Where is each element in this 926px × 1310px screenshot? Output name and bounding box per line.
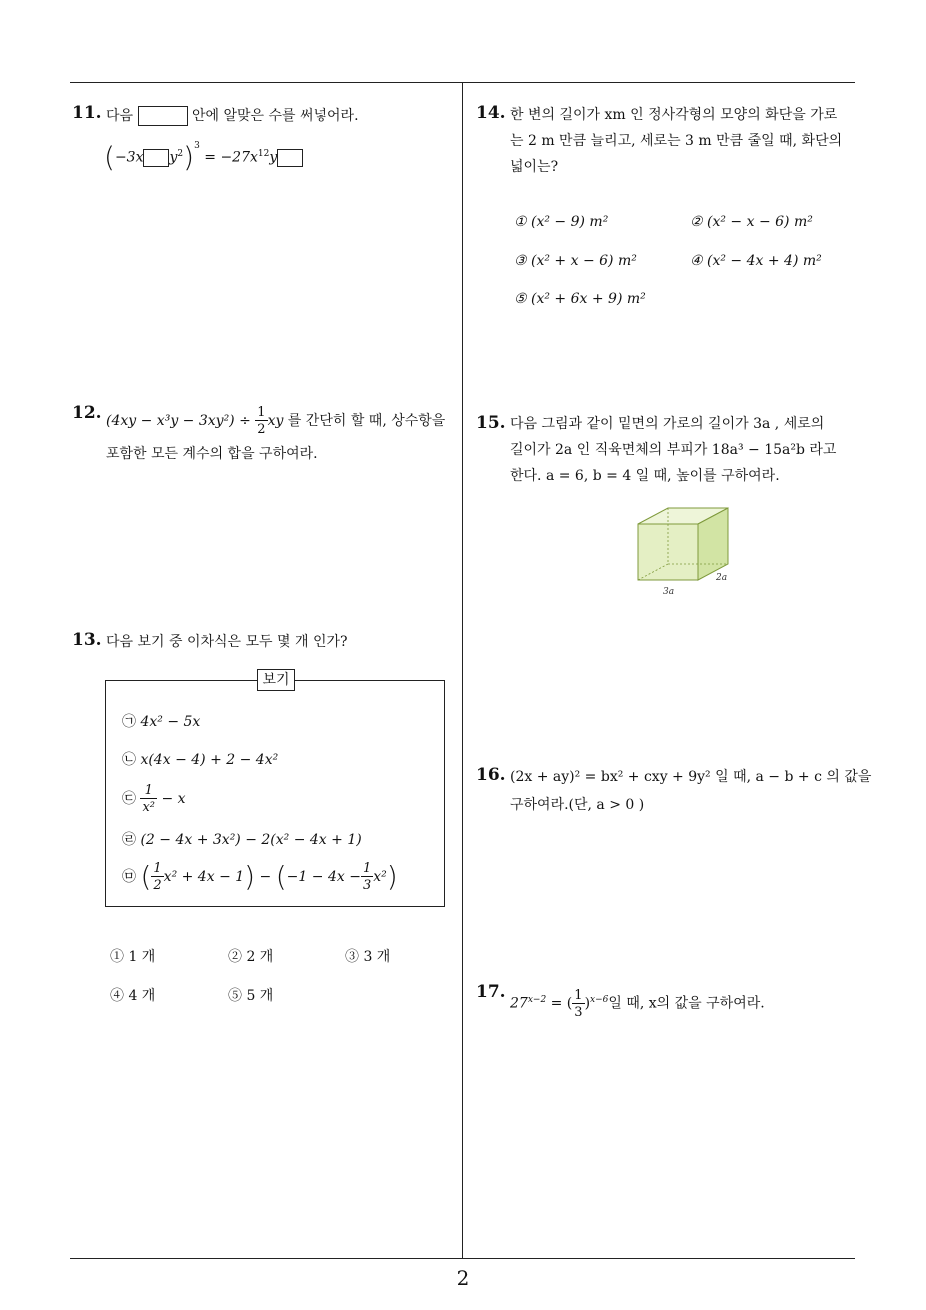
q12-number: 12. [72, 403, 102, 423]
q17-fraction: $\frac{1}{3}$ [574, 987, 583, 1020]
bogi-expr: − x [161, 791, 186, 807]
bogi-item-1 [122, 708, 200, 736]
q13-option-3[interactable]: ③ 3 개 [345, 949, 391, 965]
q17-close: ) [584, 995, 591, 1012]
q15-line3: 한다. a = 6, b = 4 일 때, 높이를 구하여라. [510, 468, 780, 484]
q13-number: 13. [72, 630, 102, 650]
bogi-expr: − [259, 869, 272, 885]
q14-option-3[interactable]: ③ (x² + x − 6) m² [514, 253, 637, 269]
q16-number: 16. [476, 765, 506, 785]
q16-line1: (2x + ay)² = bx² + cxy + 9y² 일 때, a − b + c 의 값을 [510, 769, 872, 785]
bogi-fraction: $\frac{1}{2}$ [153, 861, 162, 893]
q17-number: 17. [476, 982, 506, 1002]
bogi-label: 보기 [257, 669, 295, 691]
q16-line2: 구하여라.(단, a > 0 ) [510, 797, 645, 813]
cuboid-figure [628, 502, 740, 598]
q14-option-4[interactable]: ④ (x² − 4x + 4) m² [690, 253, 822, 269]
bogi-expr: (2 − 4x + 3x²) − 2(x² − 4x + 1) [140, 832, 362, 848]
cuboid-label-3a: 3a [663, 587, 675, 597]
q11-eq-exp: 12 [257, 149, 270, 159]
bottom-rule [70, 1258, 855, 1259]
bogi-item-3 [122, 784, 186, 814]
q11-text-b: 안에 알맞은 수를 써넣어라. [191, 108, 359, 124]
q11-number: 11. [72, 103, 102, 123]
bogi-mark: ㉠ [122, 714, 136, 730]
q17-line [510, 986, 765, 1019]
q11-eq-mid: y [169, 149, 178, 166]
q15-number: 15. [476, 413, 506, 433]
q14-line1: 한 변의 길이가 xm 인 정사각형의 모양의 화단을 가로 [510, 107, 838, 123]
bogi-item-5: ㉤ ( $\frac{1}{2}$ x² + 4x − 1) − (−1 − 4x − $\frac{1}{3}$ x²) [122, 860, 398, 893]
q15-line1: 다음 그림과 같이 밑면의 가로의 길이가 3a , 세로의 [510, 416, 825, 432]
q11-line1 [106, 102, 359, 130]
bogi-mark: ㉤ [122, 869, 136, 885]
q13-text: 다음 보기 중 이차식은 모두 몇 개 인가? [106, 634, 348, 650]
q11-text-a: 다음 [106, 108, 134, 124]
q17-base: 27 [510, 995, 528, 1012]
q15-line2: 길이가 2a 인 직육면체의 부피가 18a³ − 15a²b 라고 [510, 442, 837, 458]
bogi-expr: 4x² − 5x [140, 714, 201, 730]
q17-tail: 일 때, x의 값을 구하여라. [608, 995, 765, 1012]
q12-line1 [106, 406, 445, 436]
q13-option-4[interactable]: ④ 4 개 [110, 988, 156, 1004]
q11-eq-right: = −27x [204, 149, 258, 166]
q11-equation: (−3x $y^2)^3 = -27x^{12}y$ [104, 140, 303, 172]
q12-expr: (4xy − x³y − 3xy²) ÷ [106, 413, 251, 429]
bogi-fraction: $\frac{1}{3}$ [362, 861, 372, 893]
cuboid-label-2a: 2a [716, 573, 728, 583]
bogi-expr: x(4x − 4) + 2 − 4x² [140, 752, 279, 768]
bogi-item-2 [122, 746, 278, 774]
q12-line2: 포함한 모든 계수의 합을 구하여라. [106, 446, 318, 462]
q14-number: 14. [476, 103, 506, 123]
q13-option-2[interactable]: ② 2 개 [228, 949, 274, 965]
q14-option-2[interactable]: ② (x² − x − 6) m² [690, 214, 813, 230]
bogi-mark: ㉣ [122, 832, 136, 848]
q17-exp1: x−2 [527, 995, 547, 1005]
bogi-mark: ㉡ [122, 752, 136, 768]
q11-exp-box-2[interactable] [277, 149, 303, 167]
bogi-item-4 [122, 826, 362, 854]
q13-option-5[interactable]: ⑤ 5 개 [228, 988, 274, 1004]
q14-line2: 는 2 m 만큼 늘리고, 세로는 3 m 만큼 줄일 때, 화단의 [510, 133, 843, 149]
page-number: 2 [456, 1266, 470, 1290]
q12-expr2: xy [267, 413, 284, 429]
q12-fraction: $\frac{1}{2}$ [257, 405, 266, 437]
q11-answer-box[interactable] [138, 106, 188, 126]
bogi-expr: x² + 4x − 1 [163, 869, 245, 885]
q11-eq-y: y [269, 149, 278, 166]
q17-eq: = ( [550, 995, 573, 1012]
bogi-expr: x² [373, 869, 387, 885]
column-divider [462, 83, 463, 1259]
q12-line1-tail: 를 간단히 할 때, 상수항을 [287, 413, 446, 429]
q11-exp-box-1[interactable] [143, 149, 169, 167]
q14-option-1[interactable]: ① (x² − 9) m² [514, 214, 609, 230]
q11-eq-left: −3x [114, 149, 144, 166]
bogi-fraction: $\frac{1}{\text{x²}}$ [142, 783, 155, 815]
q17-exp2: x−6 [590, 995, 609, 1005]
q14-option-5[interactable]: ⑤ (x² + 6x + 9) m² [514, 291, 646, 307]
q13-option-1[interactable]: ① 1 개 [110, 949, 156, 965]
bogi-mark: ㉢ [122, 791, 136, 807]
bogi-expr: −1 − 4x − [286, 869, 361, 885]
q14-line3: 넓이는? [510, 159, 559, 175]
